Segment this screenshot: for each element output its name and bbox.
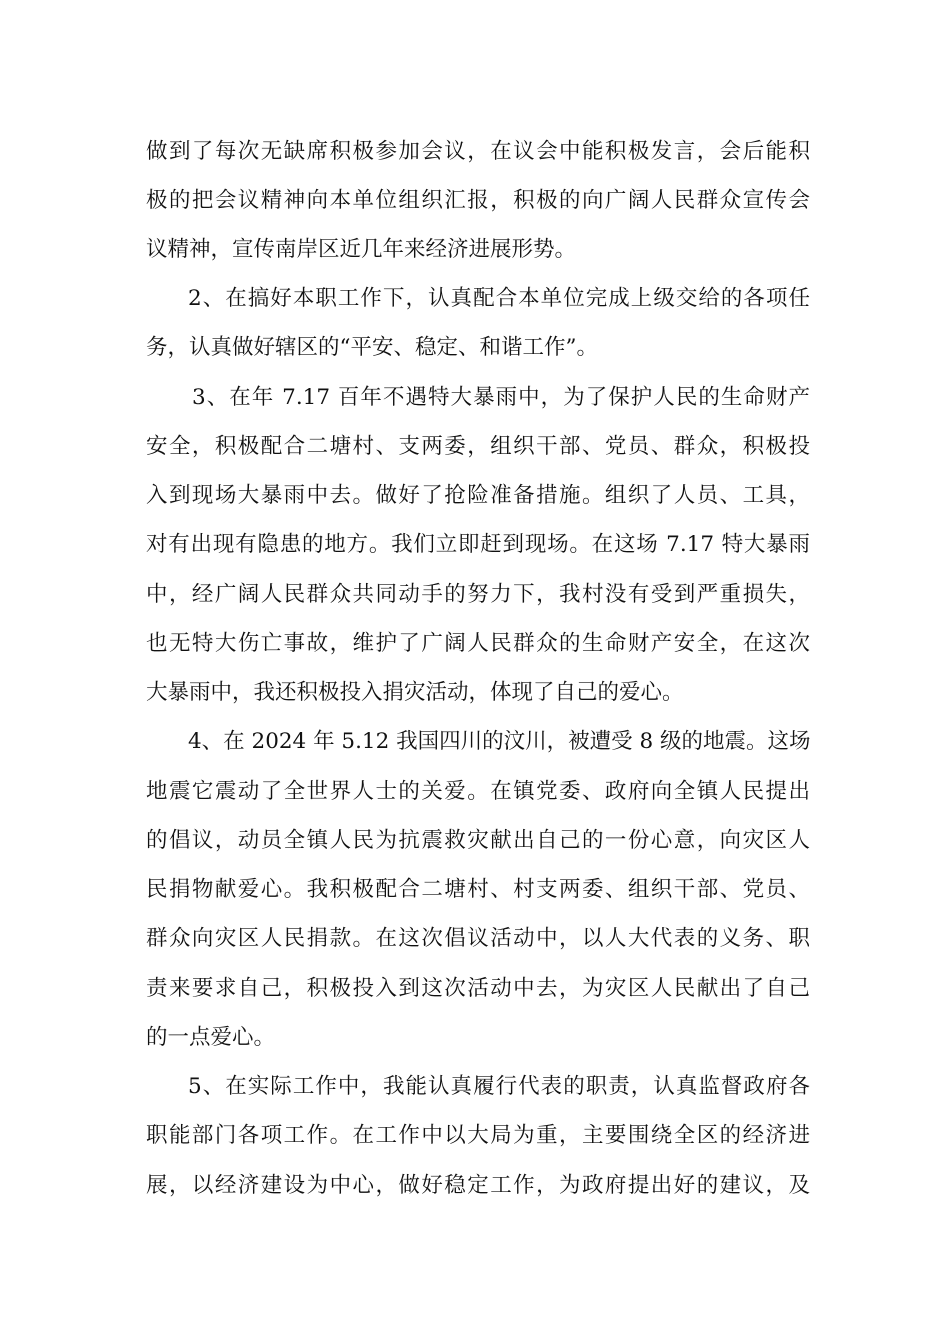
paragraph-line: 中，经广阔人民群众共同动手的努力下，我村没有受到严重损失，	[146, 582, 810, 607]
paragraph-line: 入到现场大暴雨中去。做好了抢险准备措施。组织了人员、工具，	[146, 483, 810, 508]
paragraph-line: 展，以经济建设为中心，做好稳定工作，为政府提出好的建议，及	[146, 1173, 810, 1198]
paragraph-line: 务，认真做好辖区的“平安、稳定、和谐工作”。	[146, 335, 598, 360]
paragraph-line: 3、在年 7.17 百年不遇特大暴雨中，为了保护人民的生命财产	[192, 385, 810, 410]
paragraph-line: 极的把会议精神向本单位组织汇报，积极的向广阔人民群众宣传会	[146, 188, 810, 213]
paragraph-line: 2、在搞好本职工作下，认真配合本单位完成上级交给的各项任	[188, 286, 810, 311]
paragraph-line: 地震它震动了全世界人士的关爱。在镇党委、政府向全镇人民提出	[146, 779, 810, 804]
paragraph-line: 群众向灾区人民捐款。在这次倡议活动中，以人大代表的义务、职	[146, 926, 810, 951]
paragraph-line: 安全，积极配合二塘村、支两委，组织干部、党员、群众，积极投	[146, 434, 810, 459]
paragraph-line: 的倡议，动员全镇人民为抗震救灾献出自己的一份心意，向灾区人	[146, 828, 810, 853]
paragraph-line: 责来要求自己，积极投入到这次活动中去，为灾区人民献出了自己	[146, 976, 810, 1001]
paragraph-line: 也无特大伤亡事故，维护了广阔人民群众的生命财产安全，在这次	[146, 631, 810, 656]
paragraph-line: 做到了每次无缺席积极参加会议，在议会中能积极发言，会后能积	[146, 139, 810, 164]
paragraph-line: 职能部门各项工作。在工作中以大局为重，主要围绕全区的经济进	[146, 1123, 810, 1148]
paragraph-line: 5、在实际工作中，我能认真履行代表的职责，认真监督政府各	[188, 1074, 810, 1099]
paragraph-line: 大暴雨中，我还积极投入捐灾活动，体现了自己的爱心。	[146, 680, 684, 705]
paragraph-line: 民捐物献爱心。我积极配合二塘村、村支两委、组织干部、党员、	[146, 877, 810, 902]
paragraph-line: 4、在 2024 年 5.12 我国四川的汶川，被遭受 8 级的地震。这场	[188, 729, 811, 754]
paragraph-line: 的一点爱心。	[146, 1025, 276, 1050]
paragraph-line: 对有出现有隐患的地方。我们立即赶到现场。在这场 7.17 特大暴雨	[146, 532, 810, 557]
paragraph-line: 议精神，宣传南岸区近几年来经济进展形势。	[146, 237, 577, 262]
